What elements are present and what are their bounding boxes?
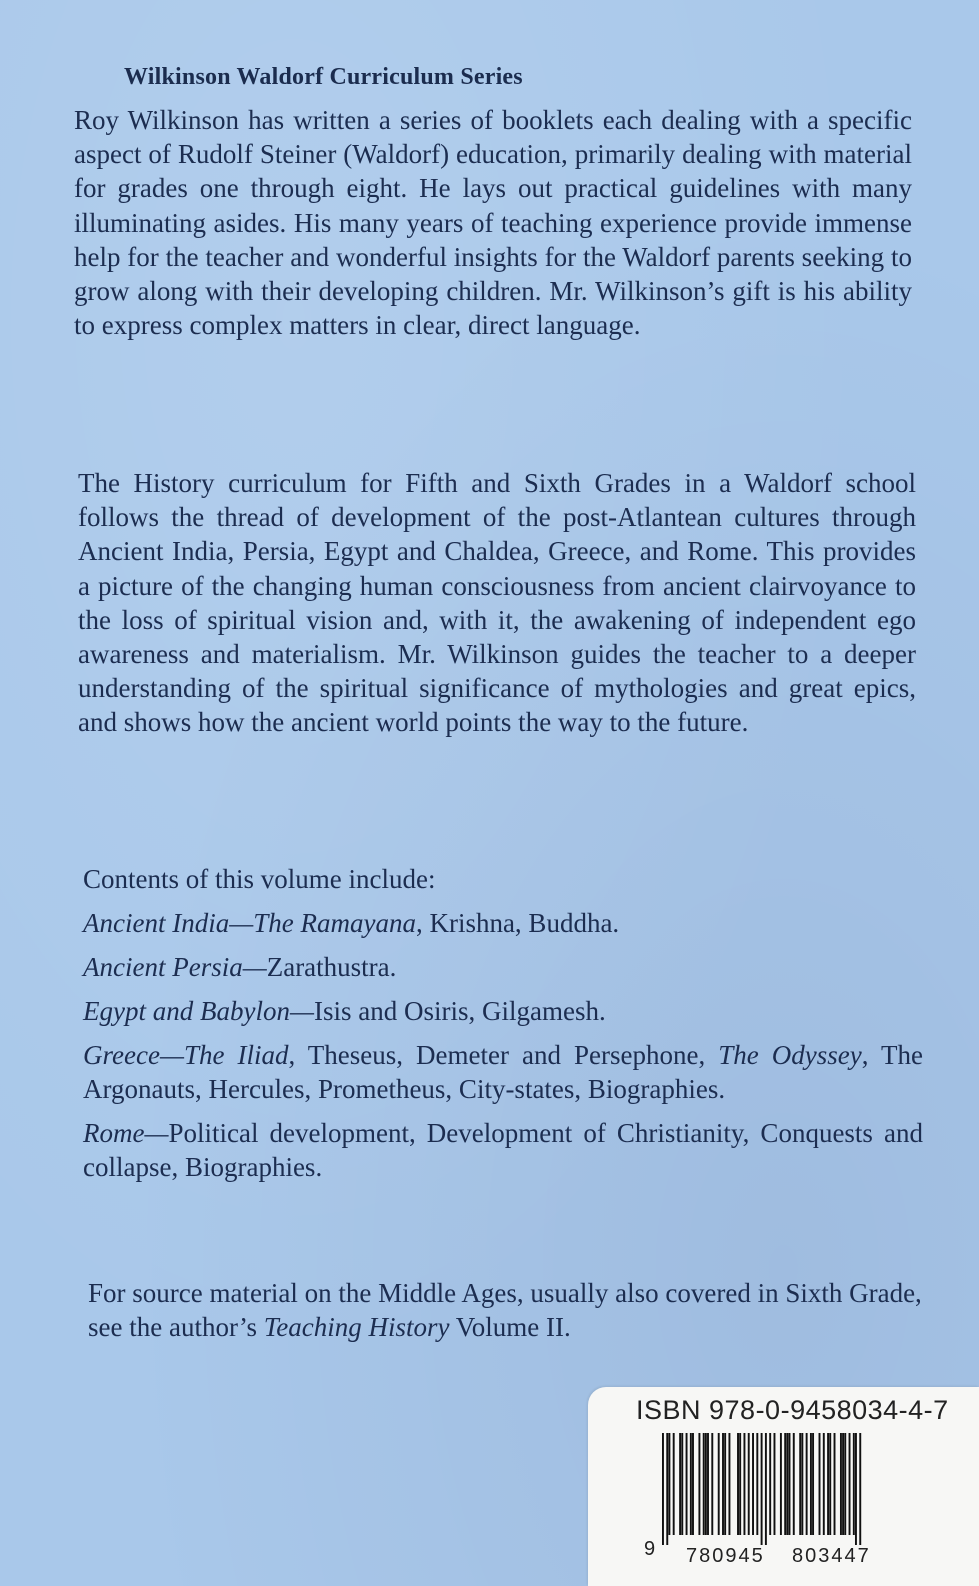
region-label: Egypt and Babylon— xyxy=(83,996,314,1026)
region-label: Greece— xyxy=(83,1040,184,1070)
barcode-bar xyxy=(859,1433,861,1545)
contents-item-india xyxy=(83,906,923,940)
barcode-bar xyxy=(756,1433,758,1535)
work-title: The Ramayana xyxy=(253,908,416,938)
book-title: Teaching History xyxy=(263,1312,450,1343)
barcode-bar xyxy=(711,1433,713,1535)
barcode-bar xyxy=(739,1433,741,1535)
barcode-bar xyxy=(752,1433,754,1535)
work-title: The Odyssey xyxy=(718,1040,862,1070)
barcode-bar xyxy=(748,1433,750,1535)
barcode-bar xyxy=(673,1433,675,1535)
contents-item-persia xyxy=(83,950,923,984)
barcode-bar xyxy=(692,1433,694,1535)
item-text: Zarathustra. xyxy=(266,952,397,982)
barcode-bar xyxy=(690,1433,692,1535)
barcode-bar xyxy=(799,1433,801,1535)
barcode-bar xyxy=(829,1433,831,1535)
item-text: Political development, Development of Christianity, Conquests and collapse, Biographies. xyxy=(83,1118,923,1182)
barcode-bar xyxy=(769,1433,771,1535)
barcode-icon xyxy=(662,1433,870,1545)
barcode-bar xyxy=(849,1433,851,1535)
contents-item-greece xyxy=(83,1038,923,1106)
barcode-bar xyxy=(840,1433,842,1535)
barcode-bar xyxy=(823,1433,825,1535)
barcode-right-digits: 803447 xyxy=(792,1545,871,1567)
barcode-bar xyxy=(834,1433,836,1535)
contents-item-rome xyxy=(83,1116,923,1184)
barcode-bar xyxy=(844,1433,846,1535)
barcode-bar xyxy=(666,1433,668,1545)
middle-ages-note xyxy=(88,1276,926,1344)
barcode-bar xyxy=(812,1433,814,1535)
note-text: For source material on the Middle Ages, usually also covered in Sixth Grade, see the author’s xyxy=(88,1278,922,1343)
region-label: Rome— xyxy=(83,1118,169,1148)
barcode-bar xyxy=(780,1433,782,1535)
contents-item-egypt xyxy=(83,994,923,1028)
work-title: The Iliad xyxy=(183,1040,289,1070)
barcode-bar xyxy=(718,1433,720,1535)
barcode-bar xyxy=(786,1433,788,1535)
barcode-bar xyxy=(853,1433,855,1535)
barcode-bar xyxy=(806,1433,808,1535)
barcode-bar xyxy=(722,1433,724,1535)
barcode-bar xyxy=(789,1433,791,1535)
history-paragraph: The History curriculum for Fifth and Sixth Grades in a Waldorf school follows the thread of development of the post-Atlantean cultures through Ancient India, Persia, Egypt and Chaldea, Greece, and Rome. This provides a picture of the changing human consciousness from ancient clairvoyance to the loss of spiritual vision and, with it, the awakening of independent ego awareness and materialism. Mr. Wilkinson guides the teacher to a deeper understanding of the spiritual significance of mythologies and great epics, and shows how the ancient world points the way to the future. xyxy=(78,468,916,738)
region-label: Ancient India— xyxy=(83,908,254,938)
barcode-bar xyxy=(765,1433,767,1545)
barcode-label xyxy=(588,1387,979,1586)
barcode-bar xyxy=(686,1433,688,1535)
item-text: , Theseus, Demeter and Persephone, xyxy=(288,1040,719,1070)
barcode-bar xyxy=(698,1433,700,1535)
barcode-bar xyxy=(774,1433,776,1535)
barcode-bar xyxy=(679,1433,681,1535)
barcode-bar xyxy=(668,1433,670,1535)
barcode-bar xyxy=(793,1433,795,1535)
barcode-lead-digit: 9 xyxy=(644,1538,656,1560)
barcode-bar xyxy=(737,1433,739,1535)
barcode-bar xyxy=(728,1433,730,1535)
note-text: Volume II. xyxy=(449,1312,571,1343)
barcode-bar xyxy=(681,1433,683,1535)
contents-intro: Contents of this volume include: xyxy=(83,864,436,894)
series-title: Wilkinson Waldorf Curriculum Series xyxy=(124,64,523,90)
barcode-bar xyxy=(703,1433,705,1535)
barcode-bar xyxy=(662,1433,664,1545)
barcode-bar xyxy=(819,1433,821,1535)
intro-paragraph: Roy Wilkinson has written a series of booklets each dealing with a specific aspect of Rudolf Steiner (Waldorf) education, primarily dealing with material for grades one through eight. He lays out practical guidelines with many illuminating asides. His many years of teaching experience provide immense help for the teacher and wonderful insights for the Waldorf parents seeking to grow along with their developing children. Mr. Wilkinson’s gift is his ability to express complex matters in clear, direct language. xyxy=(74,105,912,341)
item-text: Isis and Osiris, Gilgamesh. xyxy=(313,996,606,1026)
barcode-bar xyxy=(855,1433,857,1545)
barcode-left-digits: 780945 xyxy=(686,1545,765,1567)
barcode-bar xyxy=(743,1433,745,1535)
barcode-bar xyxy=(810,1433,812,1535)
isbn-number: ISBN 978-0-9458034-4-7 xyxy=(636,1395,949,1425)
contents-section xyxy=(83,862,923,1194)
barcode-bar xyxy=(761,1433,763,1545)
barcode-bar xyxy=(801,1433,803,1535)
barcode-bar xyxy=(707,1433,709,1535)
item-text: , The Argonauts, Hercules, Prometheus, City-states, Biographies. xyxy=(83,1040,923,1104)
barcode-bar xyxy=(705,1433,707,1535)
barcode-bar xyxy=(784,1433,786,1535)
barcode-bar xyxy=(842,1433,844,1535)
barcode-bar xyxy=(724,1433,726,1535)
region-label: Ancient Persia— xyxy=(83,952,267,982)
item-text: , Krishna, Buddha. xyxy=(415,908,620,938)
barcode-bar xyxy=(827,1433,829,1535)
